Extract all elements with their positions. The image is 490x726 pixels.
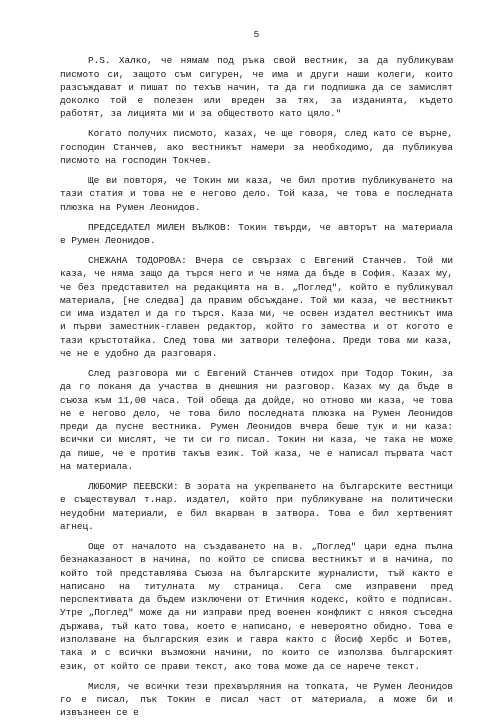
page-number: 5 xyxy=(253,29,260,40)
paragraph-tokin-said: Ще ви повторя, че Токин ми каза, че бил против публикуването на тази статия и това не е негово дело. Той каза, че това е последната плюзка на Румен Леонидов. xyxy=(60,175,453,213)
paragraph-lyubomir-peevski: ЛЮБОМИР ПЕЕВСКИ: В зората на укрепването на българските вестници е съществувал т.нар. издател, който при публикуване на политически неудобни материали, е бил вкарван в затвора. Това е бил хертвеният агнец. xyxy=(60,481,453,532)
paragraph-postscript: P.S. Халко, че нямам под ръка свой вестник, за да публикувам писмото си, защото съм сигурен, че има и други наши колеги, които разсъждават и пишат по техъв начин, та да ги подпишка да се замислят доколко той е полезен или вреден за тях, за изданията, където работят, за лицията ми и за обществото като цяло." xyxy=(60,55,453,120)
paragraph-ball-passing: Мисля, че всички тези прехвърляния на топката, че Румен Леонидов го е писал, пък Токин е писал част от материала, а може би и извъзнеен се е xyxy=(60,680,453,719)
paragraph-chairman-valkov: ПРЕДСЕДАТЕЛ МИЛЕН ВЪЛКОВ: Токин твърди, че авторът на материала е Румен Леонидов. xyxy=(60,221,453,246)
paragraph-after-conversation: След разговора ми с Евгений Станчев отидох при Тодор Токин, за да го поканя да участва в днешния ни разговор. Казах му да бъде в съюза към 11,00 часа. Той обеща да дойде, но отново ми каза, че това не е негово дело, че това било последната плюзка на Румен Леонидов преди да пусне вестника. Румен Леонидов вчера беше тук и ни каза: всички си мислят, че ти си го писал. Токин ни каза, че така не може да пише, че е против такъв език. Той каза, че е написал първата част на материала. xyxy=(60,367,453,473)
document-page xyxy=(60,28,453,726)
paragraph-poglad-impunity: Още от началото на създаването на в. „Поглед" цари една пълна безнаказаност в начина, по който се списва вестникът и в начина, по който той представлява Съюза на българските журналисти, тъй както е написано на титулната му страница. Сега сме изправени пред перспективата да бъдем изключени от Етичния кодекс, който е подписан. Утре „Поглед" може да ни изправи пред военен конфликт с някоя съседна държава, тъй като това, което е написано, е невероятно обидно. Това е използване на българския език и гавра както с Йосиф Хербс и Ботев, така и с всички възможни начини, по които се използва българският език, от който се прави текст, ако това може да се нарече текст. xyxy=(60,540,453,672)
paragraph-snezhana-todorova: СНЕЖАНА ТОДОРОВА: Вчера се свързах с Евгений Станчев. Той ми каза, че няма защо да търся него и че няма да бъде в София. Казах му, че без представител на редакцията на в. „Поглед", който е публикувал материала, [не следва] да правим обсъждане. Той ми каза, че вестникът си има издател и да го търся. Каза ми, че освен издател вестникът има и първи заместник-главен редактор, който го замества и от когото е тази кръстотайка. След това ми затвори телефона. Преди това ми каза, че не е удобно да разговаря. xyxy=(60,254,453,359)
paragraph-letter-received: Когато получих писмото, казах, че ще говоря, след като се върне, господин Станчев, ако вестникът намери за необходимо, да публикува писмото на господин Токчев. xyxy=(60,128,453,167)
